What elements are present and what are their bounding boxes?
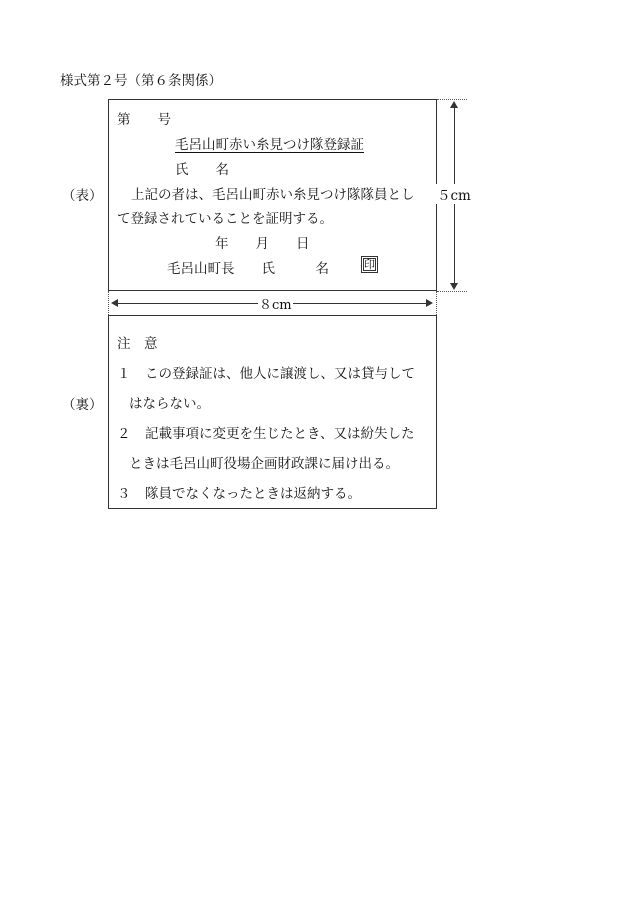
notice-heading: 注 意 <box>117 336 158 352</box>
notice-item-text: この登録証は、他人に譲渡し、又は貸与して <box>145 366 415 382</box>
height-arrow-up-icon <box>450 101 458 108</box>
dim-guide-right <box>436 291 437 315</box>
issue-date-line: 年 月 日 <box>215 236 310 252</box>
notice-item-number: １ <box>117 366 131 382</box>
certificate-title: 毛呂山町赤い糸見つけ隊登録証 <box>175 137 364 153</box>
notice-item-number: ３ <box>117 486 131 502</box>
official-seal-icon <box>361 256 378 273</box>
back-card <box>108 315 437 509</box>
form-title: 様式第２号（第６条関係） <box>60 73 222 89</box>
holder-name-line: 氏 名 <box>175 162 229 178</box>
width-arrow-right-icon <box>426 299 433 307</box>
registration-number-line: 第 号 <box>117 112 171 128</box>
width-dimension-label: ８cm <box>258 294 293 313</box>
notice-item-text: ときは毛呂山町役場企画財政課に届け出る。 <box>129 456 399 472</box>
certificate-body-line-2: て登録されていることを証明する。 <box>117 211 333 227</box>
notice-item-text: 記載事項に変更を生じたとき、又は紛失した <box>145 426 415 442</box>
front-card <box>108 99 437 291</box>
mayor-signature-line: 毛呂山町長 氏 名 <box>167 261 329 277</box>
width-arrow-left-icon <box>111 299 118 307</box>
seal-text: 印 <box>364 258 375 271</box>
dim-guide-top <box>437 99 467 100</box>
certificate-body-line-1: 上記の者は、毛呂山町赤い糸見つけ隊隊員とし <box>131 187 415 203</box>
notice-item-text: はならない。 <box>129 396 210 412</box>
height-arrow-down-icon <box>450 283 458 290</box>
back-side-label: （裏） <box>62 397 103 413</box>
dim-guide-left <box>108 291 109 315</box>
front-side-label: （表） <box>62 188 103 204</box>
dim-guide-bottom <box>437 291 467 292</box>
notice-item-text: 隊員でなくなったときは返納する。 <box>145 486 361 502</box>
notice-item-number: ２ <box>117 426 131 442</box>
height-dimension-label: ５cm <box>436 184 472 204</box>
